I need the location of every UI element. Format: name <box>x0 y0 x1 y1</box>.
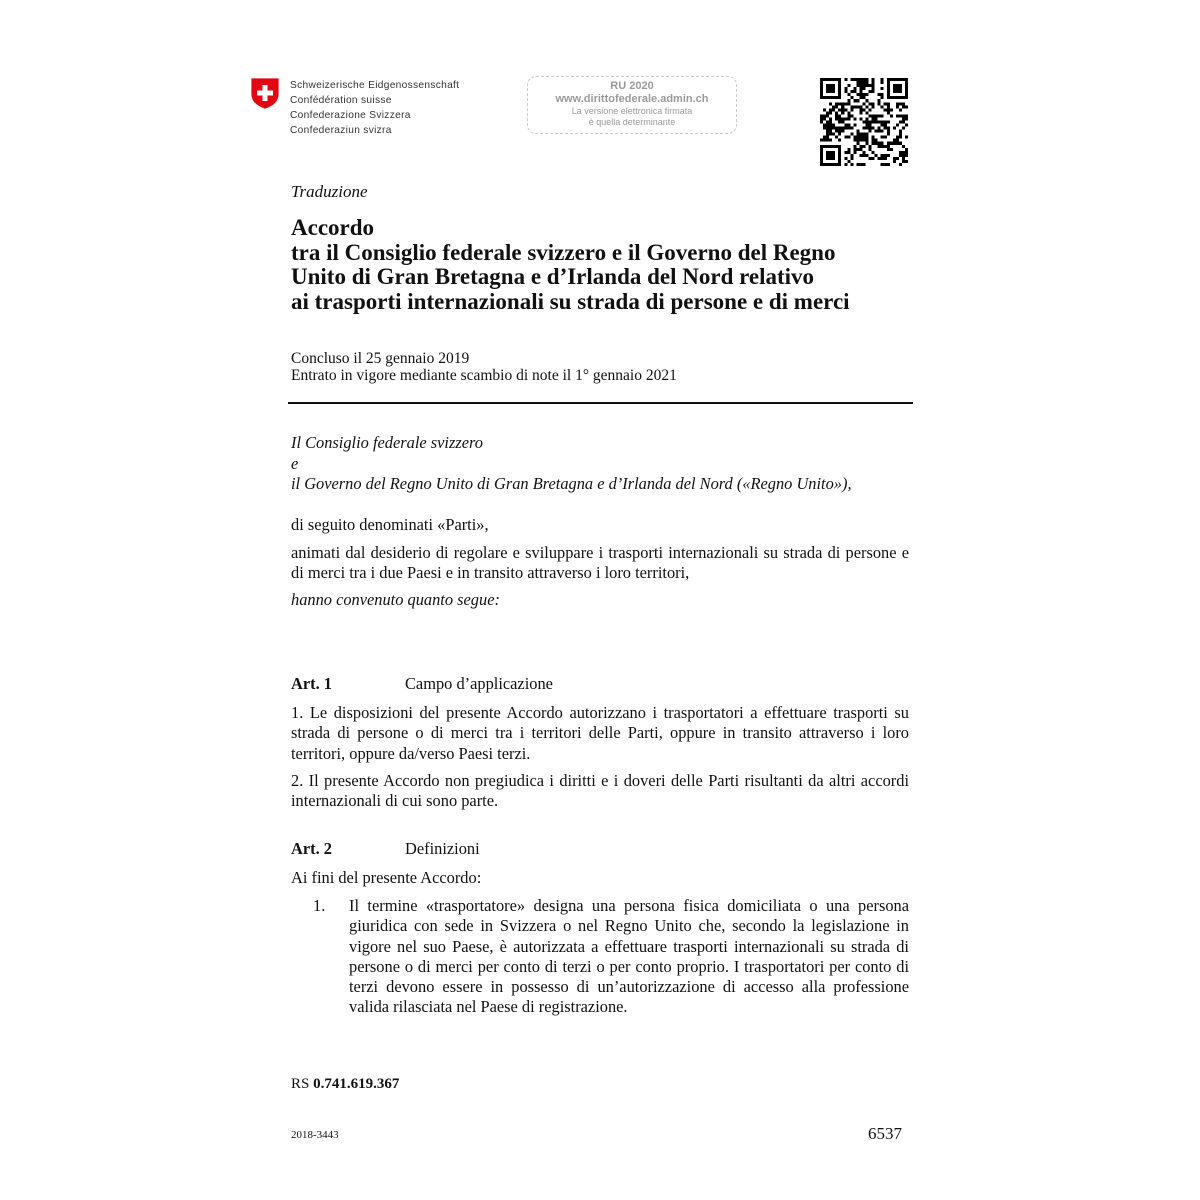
article-heading: Definizioni <box>405 839 480 858</box>
confederation-names <box>290 78 459 138</box>
preamble-agreed: hanno convenuto quanto segue: <box>291 590 500 609</box>
confederation-line: Confederazione Svizzera <box>290 110 411 121</box>
in-force-date: Entrato in vigore mediante scambio di note il 1° gennaio 2021 <box>291 367 677 384</box>
confederation-line: Confédération suisse <box>290 95 392 106</box>
article-number: Art. 2 <box>291 839 332 858</box>
document-reference: 2018-3443 <box>291 1129 339 1141</box>
document-dates <box>291 350 677 384</box>
stamp-note: La versione elettronica firmata <box>571 106 693 116</box>
concluded-date: Concluso il 25 gennaio 2019 <box>291 350 470 367</box>
title-line: tra il Consiglio federale svizzero e il Governo del Regno <box>291 239 836 265</box>
article-1-paragraph-1: 1. Le disposizioni del presente Accordo autorizzano i trasportatori a effettuare trasporti su strada di persone o di merci tra i territori delle Parti, oppure in transito attraverso i loro territori, oppure da/verso Paesi terzi. <box>291 703 909 763</box>
rs-reference <box>291 1076 399 1093</box>
stamp-edition: RU 2020 <box>610 80 654 92</box>
title-line: Unito di Gran Bretagna e d’Irlanda del Nord relativo <box>291 264 815 289</box>
official-publication-stamp <box>527 76 737 134</box>
page-number: 6537 <box>868 1124 902 1143</box>
article-number: Art. 1 <box>291 674 332 693</box>
stamp-url: www.dirittofederale.admin.ch <box>555 93 709 105</box>
swiss-flag-icon <box>251 78 279 109</box>
preamble-desire: animati dal desiderio di regolare e sviluppare i trasporti internazionali su strada di persone e di merci tra i due Paesi e in transito attraverso i loro territori, <box>291 543 909 583</box>
document-title <box>291 216 931 314</box>
preamble-and: e <box>291 454 299 473</box>
preamble-party1: Il Consiglio federale svizzero <box>291 433 483 452</box>
rs-prefix: RS <box>291 1076 310 1092</box>
stamp-note: è quella determinante <box>588 117 676 127</box>
article-2-intro: Ai fini del presente Accordo: <box>291 868 482 887</box>
document-kicker: Traduzione <box>291 182 368 201</box>
preamble-denominated: di seguito denominati «Parti», <box>291 515 489 534</box>
title-divider <box>288 402 913 404</box>
rs-number: 0.741.619.367 <box>313 1076 400 1092</box>
preamble-party2: il Governo del Regno Unito di Gran Bretagna e d’Irlanda del Nord («Regno Unito»), <box>291 474 852 493</box>
article-1-header <box>291 674 553 694</box>
article-heading: Campo d’applicazione <box>405 674 553 693</box>
definition-text: Il termine «trasportatore» designa una persona fisica domiciliata o una persona giuridica con sede in Svizzera o nel Regno Unito che, secondo la legislazione in vigore nel suo Paese, è autorizzata a effettuare trasporti internazionali su strada di persone o di merci per conto di terzi o per conto proprio. I trasportatori per conto di terzi devono essere in possesso di un’autorizzazione di accesso alla professione valida rilasciata nel Paese di registrazione. <box>349 896 909 1017</box>
article-1-paragraph-2: 2. Il presente Accordo non pregiudica i diritti e i doveri delle Parti risultanti da altri accordi internazionali di cui sono parte. <box>291 771 909 811</box>
qr-code-icon <box>820 78 908 166</box>
title-line: Accordo <box>291 215 375 240</box>
confederation-line: Schweizerische Eidgenossenschaft <box>290 80 460 91</box>
definition-number: 1. <box>313 896 326 915</box>
confederation-line: Confederaziun svizra <box>290 125 392 136</box>
article-2-header <box>291 839 480 859</box>
title-line: ai trasporti internazionali su strada di persone e di merci <box>291 288 850 314</box>
